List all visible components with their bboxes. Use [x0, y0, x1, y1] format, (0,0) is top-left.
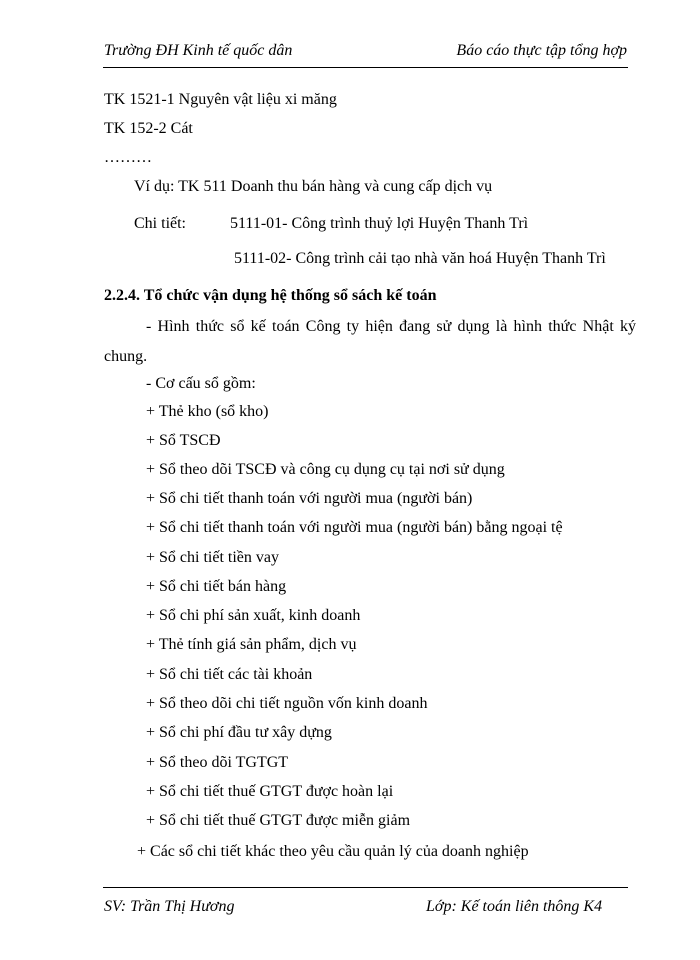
paragraph-accounting-form: - Hình thức sổ kế toán Công ty hiện đang sử dụng là hình thức Nhật ký chung.	[104, 318, 636, 365]
header-divider	[103, 67, 628, 68]
list-item: + Sổ theo dõi chi tiết nguồn vốn kinh doanh	[146, 695, 428, 712]
footer-divider	[103, 887, 628, 888]
account-line-1: TK 1521-1 Nguyên vật liệu xi măng	[104, 91, 337, 108]
list-item: + Sổ theo dõi TSCĐ và công cụ dụng cụ tại nơi sử dụng	[146, 461, 505, 478]
list-item: + Thẻ tính giá sản phẩm, dịch vụ	[146, 636, 357, 653]
list-item: + Sổ TSCĐ	[146, 432, 221, 449]
detail-line-1: 5111-01- Công trình thuỷ lợi Huyện Thanh Trì	[230, 215, 529, 232]
footer-student: SV: Trần Thị Hương	[104, 898, 235, 915]
list-item: + Sổ chi tiết thuế GTGT được miễn giảm	[146, 812, 411, 829]
list-item: + Sổ chi tiết thuế GTGT được hoàn lại	[146, 783, 394, 800]
example-line: Ví dụ: TK 511 Doanh thu bán hàng và cung cấp dịch vụ	[134, 178, 493, 195]
header-school: Trường ĐH Kinh tế quốc dân	[104, 42, 293, 59]
list-item: + Thẻ kho (sổ kho)	[146, 403, 269, 420]
list-item: + Sổ chi phí sản xuất, kinh doanh	[146, 607, 361, 624]
list-item-last: + Các sổ chi tiết khác theo yêu cầu quản lý của doanh nghiệp	[137, 843, 529, 860]
structure-intro: - Cơ cấu sổ gồm:	[146, 375, 256, 392]
header-report-title: Báo cáo thực tập tổng hợp	[456, 42, 627, 59]
list-item: + Sổ chi tiết tiền vay	[146, 549, 279, 566]
list-item: + Sổ chi phí đầu tư xây dựng	[146, 724, 332, 741]
footer-class: Lớp: Kế toán liên thông K4	[426, 898, 603, 915]
detail-line-2: 5111-02- Công trình cải tạo nhà văn hoá Huyện Thanh Trì	[234, 250, 606, 267]
list-item: + Sổ chi tiết thanh toán với người mua (người bán)	[146, 490, 473, 507]
section-title: 2.2.4. Tổ chức vận dụng hệ thống sổ sách kế toán	[104, 287, 437, 304]
ellipsis-line: ………	[104, 149, 152, 166]
detail-label: Chi tiết:	[134, 215, 186, 232]
list-item: + Sổ chi tiết bán hàng	[146, 578, 287, 595]
list-item: + Sổ chi tiết thanh toán với người mua (người bán) bằng ngoại tệ	[146, 519, 563, 536]
account-line-2: TK 152-2 Cát	[104, 120, 193, 137]
list-item: + Sổ theo dõi TGTGT	[146, 754, 289, 771]
list-item: + Sổ chi tiết các tài khoản	[146, 666, 313, 683]
